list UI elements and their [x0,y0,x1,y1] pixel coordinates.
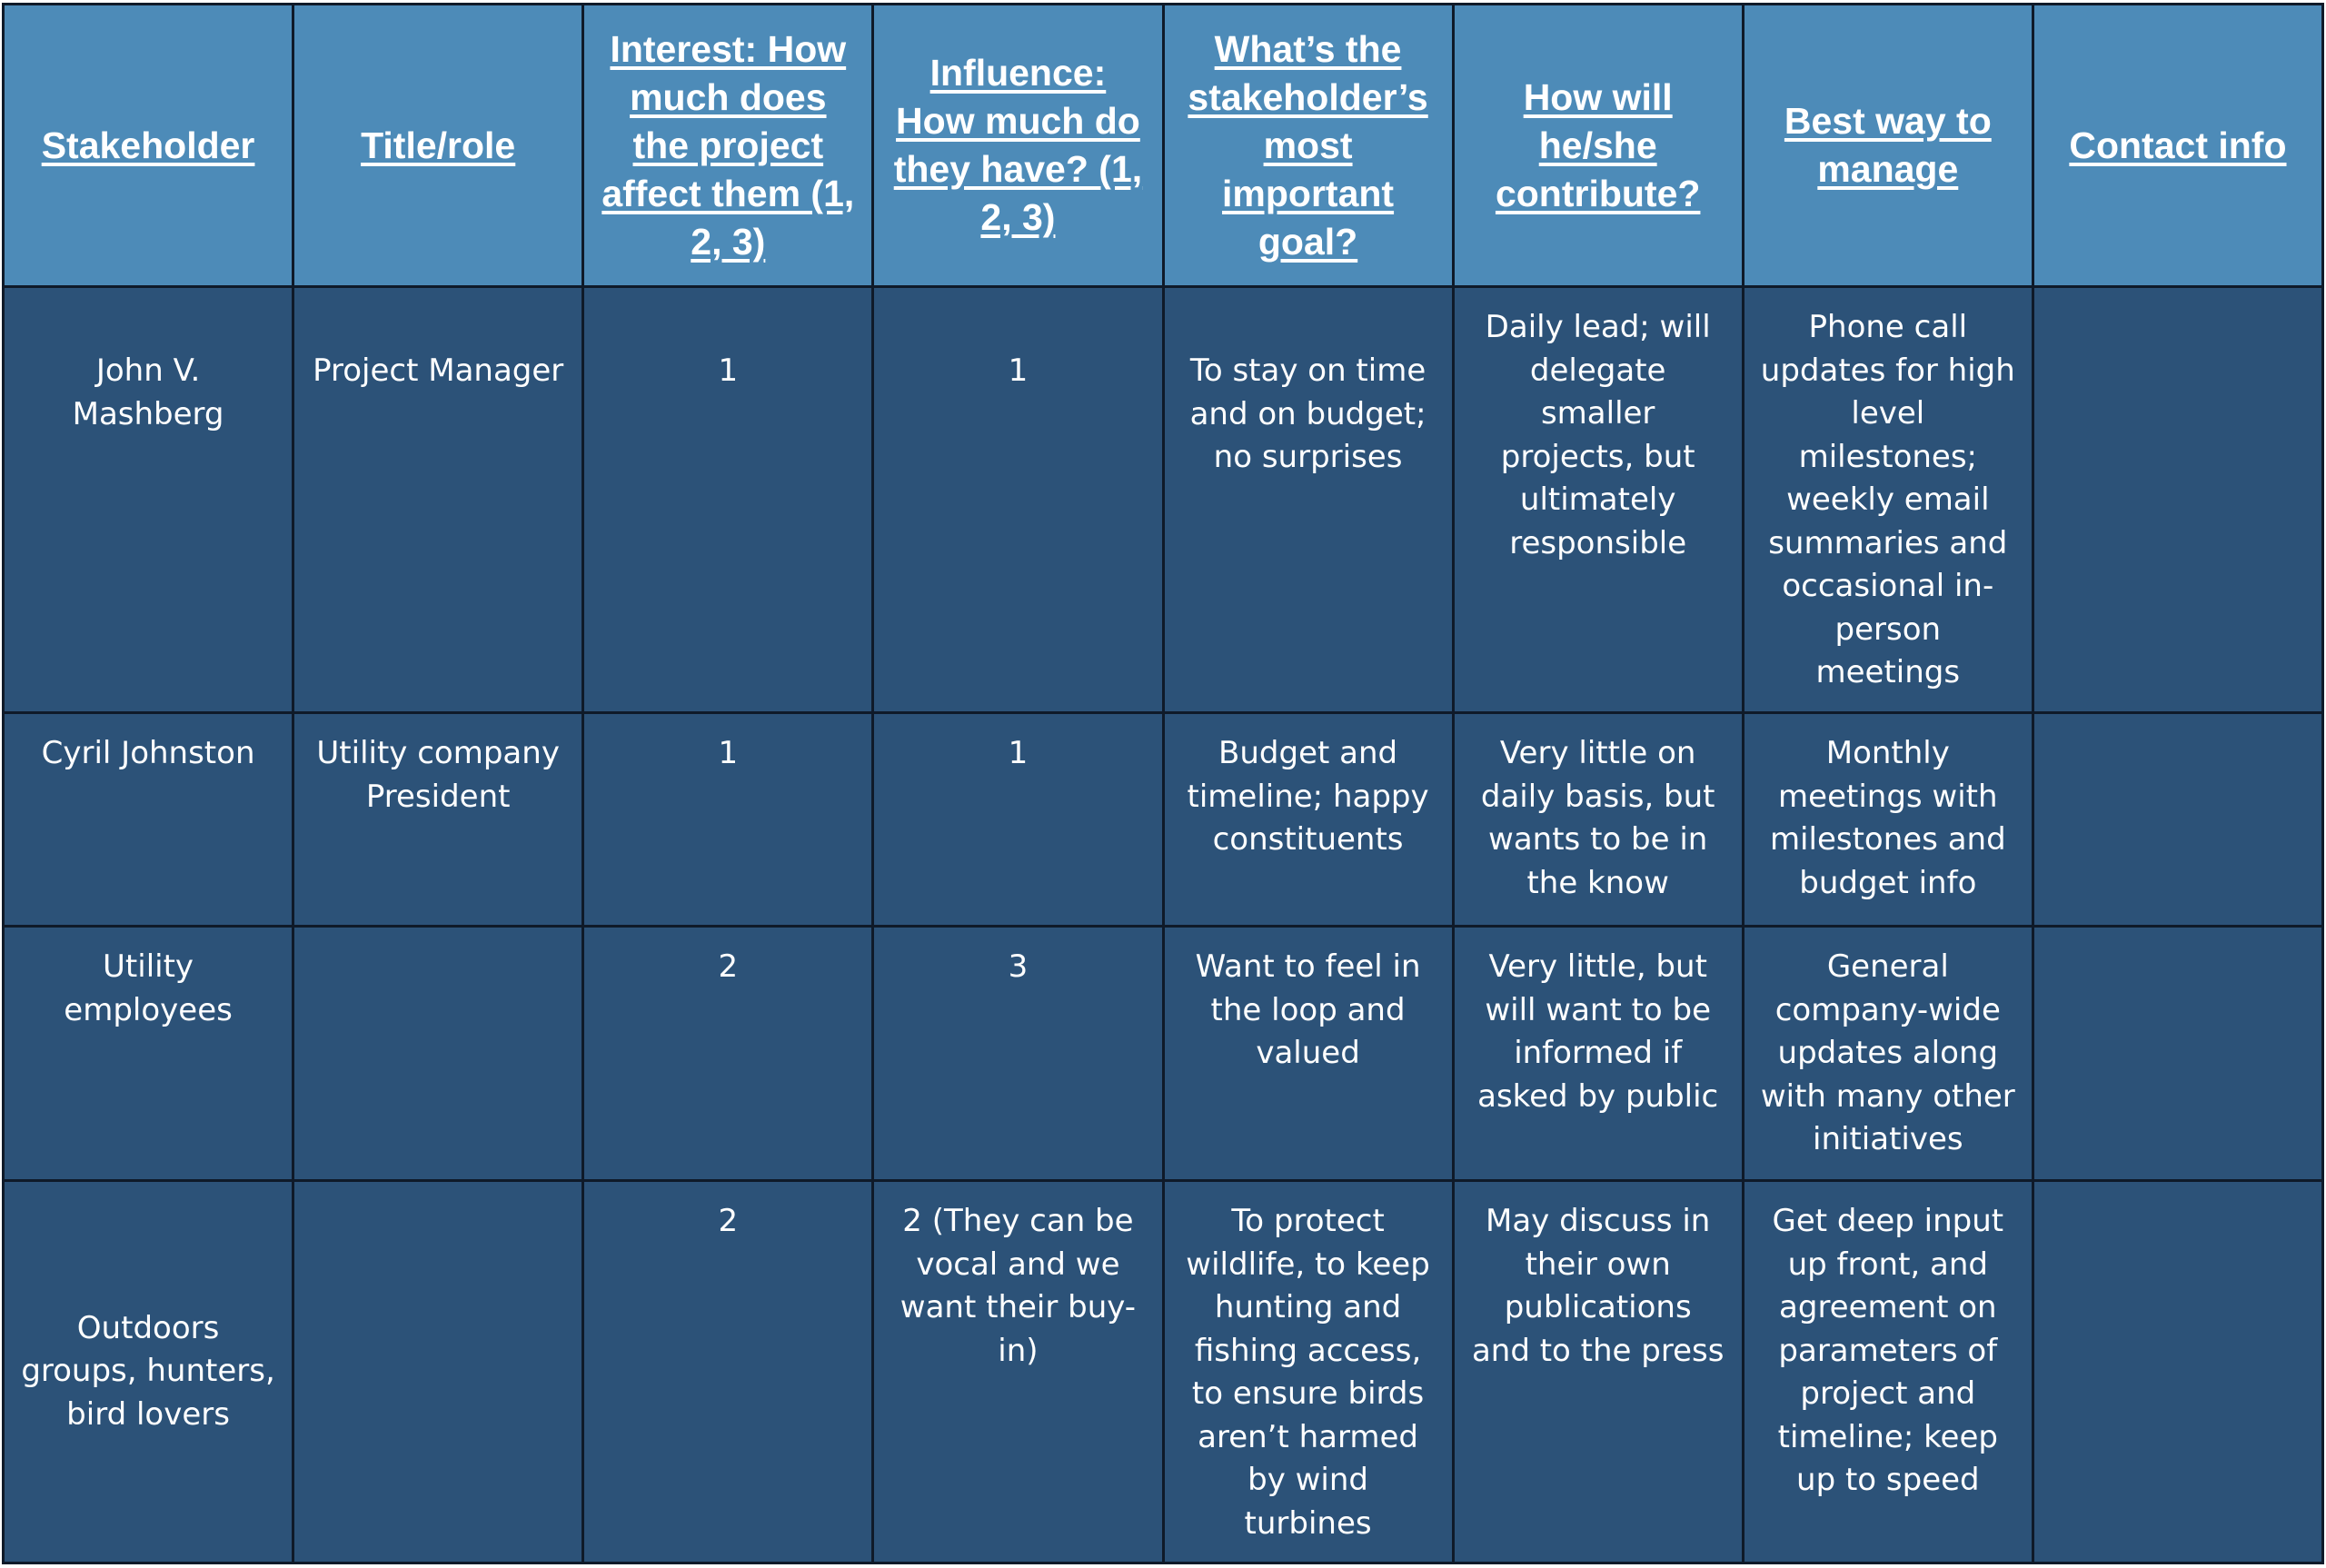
cell-influence: 3 [873,927,1163,1181]
header-stakeholder: Stakeholder [4,5,293,287]
cell-contribution: Very little on daily basis, but wants to be in the know [1453,713,1743,927]
header-goal: What’s the stakeholder’s most important goal? [1163,5,1453,287]
header-contact-info: Contact info [2033,5,2322,287]
header-contribution: How will he/she contribute? [1453,5,1743,287]
cell-interest: 2 [583,927,873,1181]
cell-title-role [293,927,583,1181]
cell-contribution: May discuss in their own publications and to the press [1453,1181,1743,1563]
cell-goal: To stay on time and on budget; no surprises [1163,287,1453,713]
cell-stakeholder: John V. Mashberg [4,287,293,713]
cell-title-role: Utility company President [293,713,583,927]
stakeholder-table [2,3,2324,1564]
cell-interest: 2 [583,1181,873,1563]
cell-influence: 1 [873,287,1163,713]
cell-manage: General company-wide updates along with many other initiatives [1743,927,2033,1181]
cell-stakeholder: Utility employees [4,927,293,1181]
header-manage: Best way to manage [1743,5,2033,287]
cell-interest: 1 [583,713,873,927]
cell-title-role [293,1181,583,1563]
cell-manage: Phone call updates for high level milestones; weekly email summaries and occasional in-person meetings [1743,287,2033,713]
cell-contact-info [2033,1181,2322,1563]
cell-contribution: Daily lead; will delegate smaller projects, but ultimately responsible [1453,287,1743,713]
cell-stakeholder: Cyril Johnston [4,713,293,927]
cell-influence: 2 (They can be vocal and we want their buy-in) [873,1181,1163,1563]
cell-manage: Get deep input up front, and agreement on parameters of project and timeline; keep up to speed [1743,1181,2033,1563]
cell-contact-info [2033,927,2322,1181]
table-row [4,927,2323,1181]
table-header-row [4,5,2323,287]
table-row [4,713,2323,927]
header-influence: Influence: How much do they have? (1, 2, 3) [873,5,1163,287]
cell-contact-info [2033,713,2322,927]
header-interest: Interest: How much does the project affect them (1, 2, 3) [583,5,873,287]
cell-contact-info [2033,287,2322,713]
cell-manage: Monthly meetings with milestones and budget info [1743,713,2033,927]
cell-influence: 1 [873,713,1163,927]
cell-goal: Budget and timeline; happy constituents [1163,713,1453,927]
cell-goal: To protect wildlife, to keep hunting and fishing access, to ensure birds aren’t harmed by wind turbines [1163,1181,1453,1563]
table-row [4,287,2323,713]
cell-contribution: Very little, but will want to be informed if asked by public [1453,927,1743,1181]
cell-stakeholder: Outdoors groups, hunters, bird lovers [4,1181,293,1563]
cell-goal: Want to feel in the loop and valued [1163,927,1453,1181]
table-row [4,1181,2323,1563]
cell-interest: 1 [583,287,873,713]
header-title-role: Title/role [293,5,583,287]
cell-title-role: Project Manager [293,287,583,713]
